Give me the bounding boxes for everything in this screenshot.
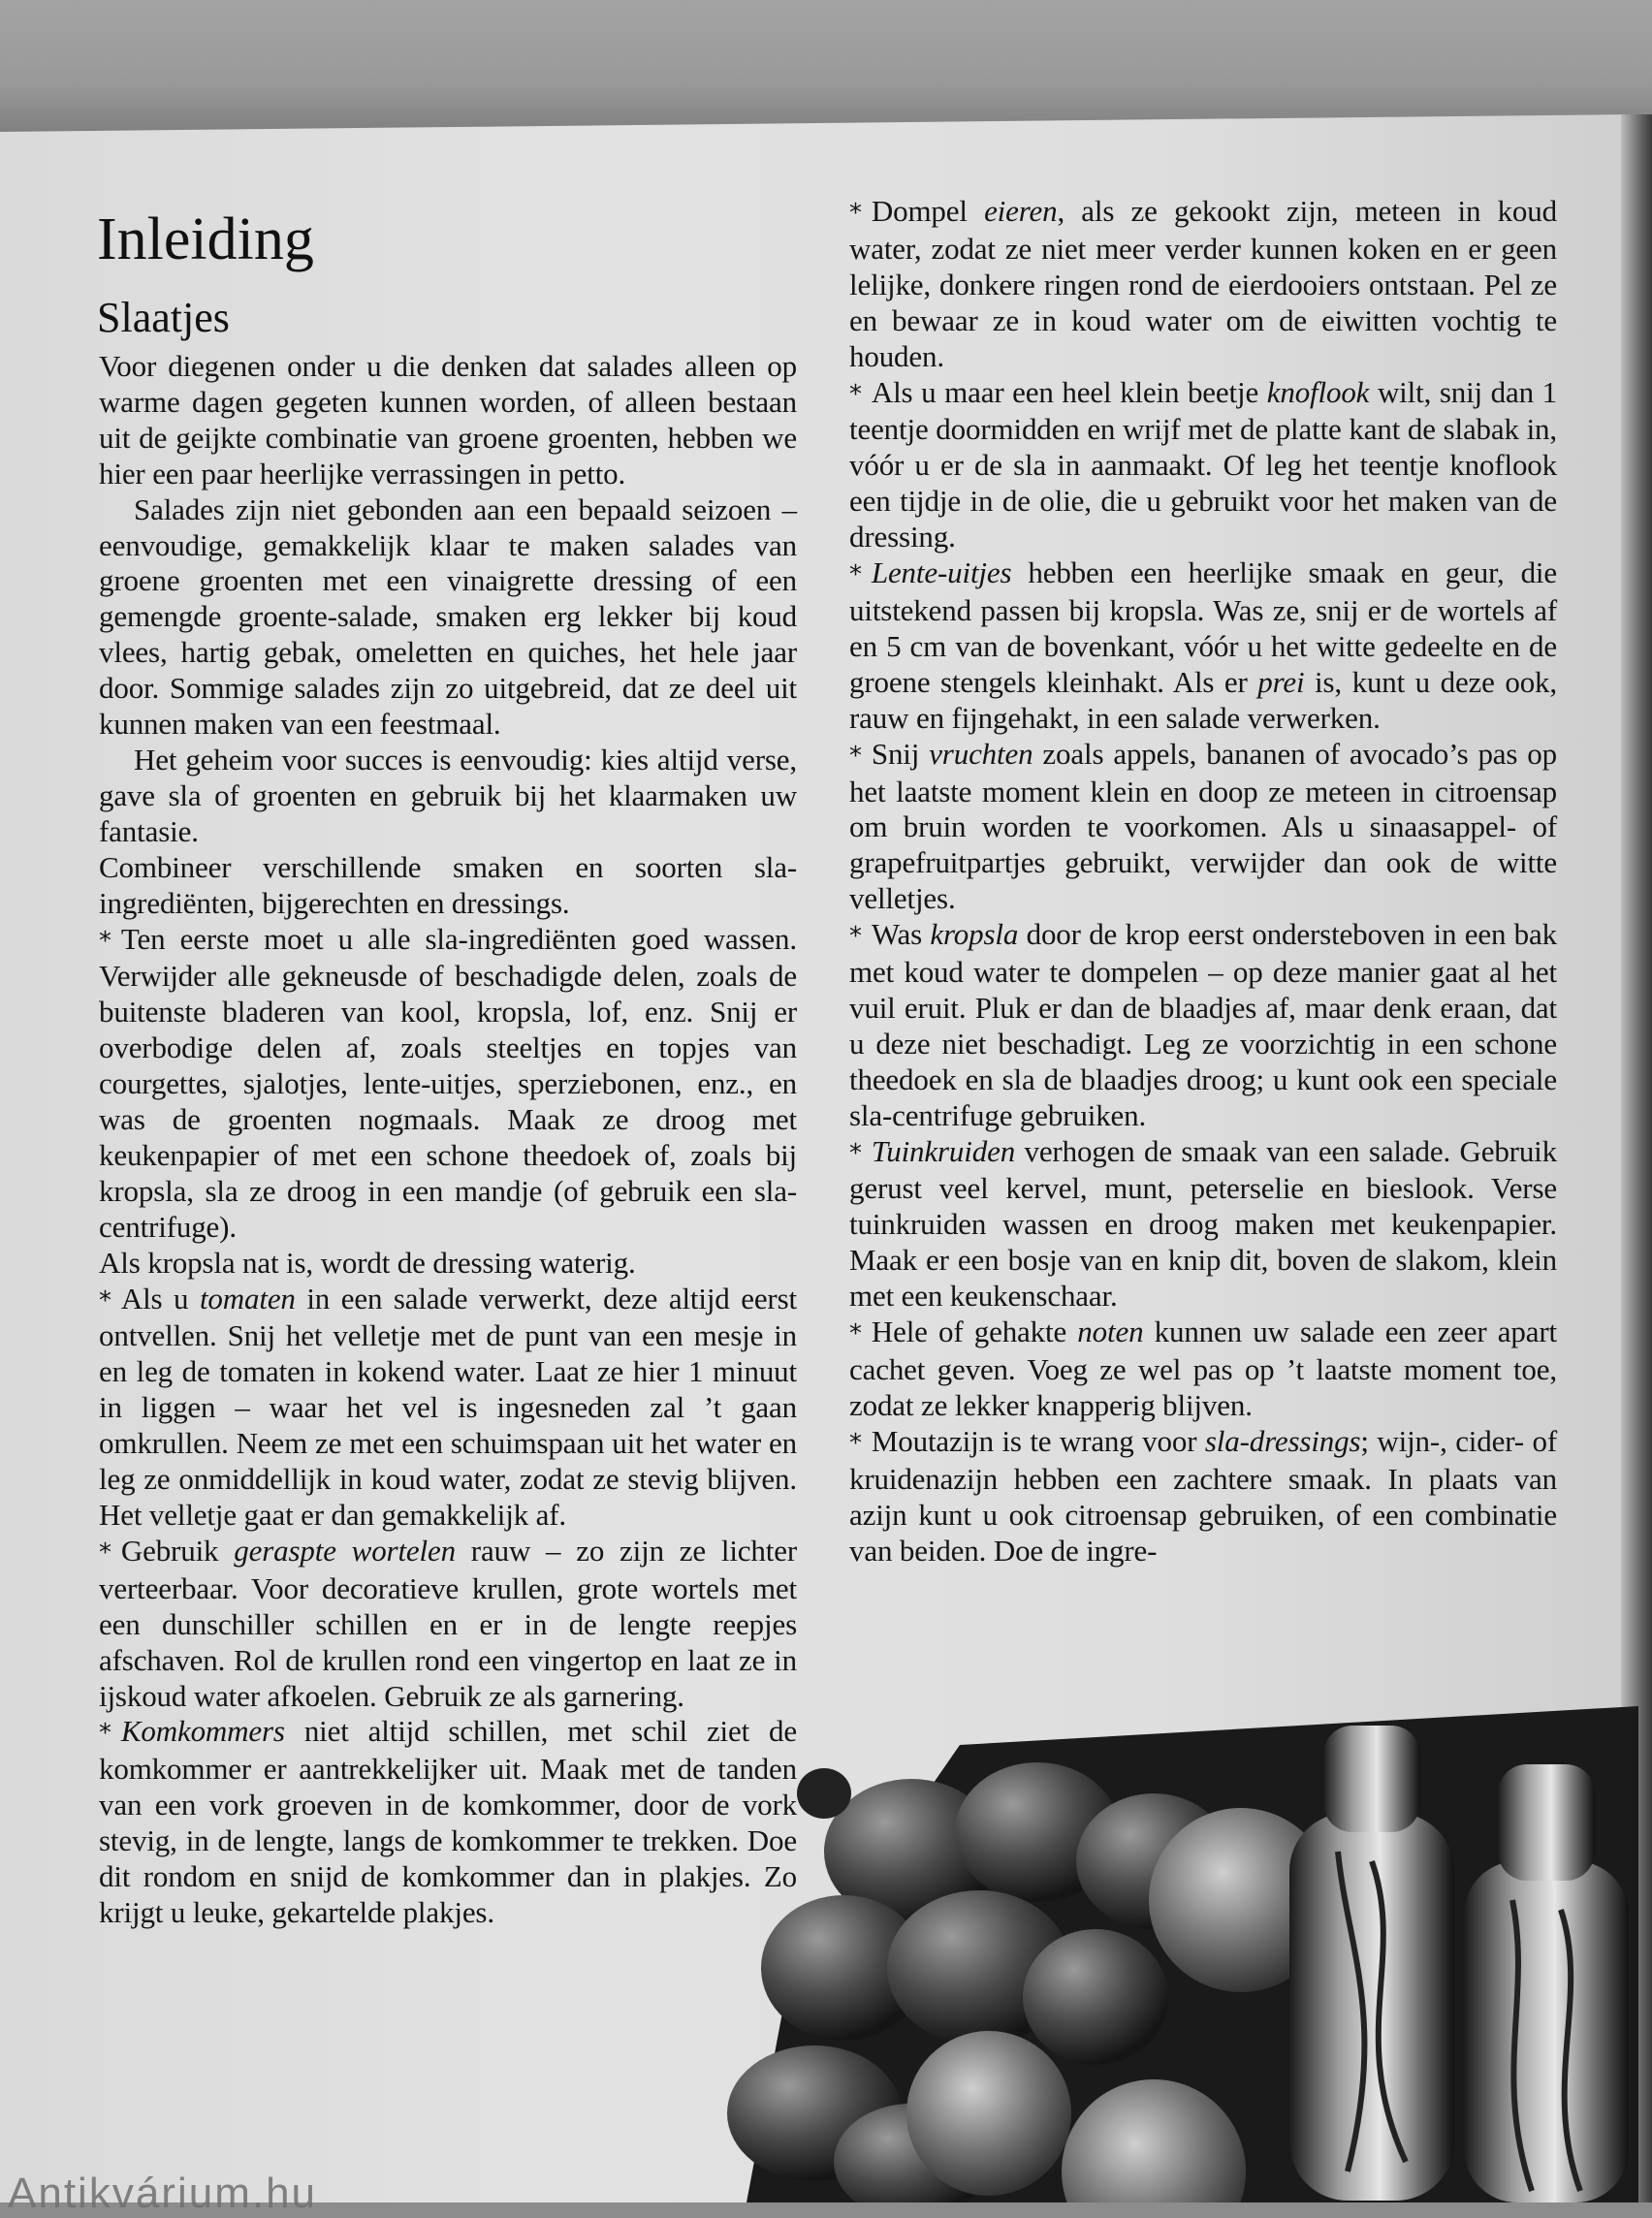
asterisk-bullet-icon: * <box>99 1719 111 1749</box>
asterisk-bullet-icon: * <box>849 741 862 771</box>
paragraph: * Komkommers niet altijd schillen, met schil ziet de komkommer er aantrekkelijker uit. Maak met de tanden van een vork groeven in de komkommer, door de vork stevig, in de lengte, langs de komkommer te trekken. Doe dit rondom en snijd de komkommer dan in plakjes. Zo krijgt u leuke, gekartelde plakjes. <box>99 1714 797 1929</box>
paragraph: Salades zijn niet gebonden aan een bepaald seizoen – eenvoudige, gemakkelijk klaar te maken salades van groene groenten met een vinaigrette dressing of een gemengde groente-salade, smaken erg lekker bij koud vlees, hartig gebak, omeletten en quiches, het hele jaar door. Sommige salades zijn zo uitgebreid, dat ze deel uit kunnen maken van een feestmaal. <box>99 491 797 742</box>
section-subtitle: Slaatjes <box>97 294 230 341</box>
paragraph: Voor diegenen onder u die denken dat salades alleen op warme dagen gegeten kunnen worden, of alleen bestaan uit de geijkte combinatie van groene groenten, hebben we hier een paar heerlijke verrassingen in petto. <box>99 349 797 491</box>
asterisk-bullet-icon: * <box>849 1319 862 1349</box>
paragraph: * Lente-uitjes hebben een heerlijke smaak en geur, die uitstekend passen bij kropsla. Was ze, snij er de wortels af en 5 cm van de bovenkant, vóór u het witte gedeelte en de groene stengels kleinhakt. Als er prei is, kunt u deze ook, rauw en fijngehakt, in een salade verwerken. <box>849 555 1557 735</box>
paragraph: * Ten eerste moet u alle sla-ingrediënten goed wassen. Verwijder alle gekneusde of beschadigde delen, zoals de buitenste bladeren van kool, kropsla, lof, enz. Snij er overbodige delen af, zoals steeltjes en topjes van courgettes, sjalotjes, lente-uitjes, sperziebonen, enz., en was de groenten nogmaals. Maak ze droog met keukenpapier of met een schone theedoek of, zoals bij kropsla, sla ze droog in een mandje (of gebruik een sla-centrifuge). <box>99 921 797 1244</box>
paragraph: Het geheim voor succes is eenvoudig: kies altijd verse, gave sla of groenten en gebruik bij het klaarmaken uw fantasie. <box>99 742 797 848</box>
paragraph: * Gebruik geraspte wortelen rauw – zo zijn ze lichter verteerbaar. Voor decoratieve krullen, grote wortels met een dunschiller schillen en er in de lengte reepjes afschaven. Rol de krullen rond een vingertop en laat ze in ijskoud water afkoelen. Gebruik ze als garnering. <box>99 1533 797 1713</box>
asterisk-bullet-icon: * <box>849 922 862 952</box>
paragraph: * Als u maar een heel klein beetje knoflook wilt, snij dan 1 teentje doormidden en wrijf met de platte kant de slabak in, vóór u er de sla in aanmaakt. Of leg het teentje knoflook een tijdje in de olie, die u gebruikt voor het maken van de dressing. <box>849 374 1557 554</box>
asterisk-bullet-icon: * <box>99 926 111 956</box>
page-title: Inleiding <box>97 206 314 272</box>
wooden-table-background <box>0 0 1652 136</box>
asterisk-bullet-icon: * <box>849 379 862 409</box>
asterisk-bullet-icon: * <box>99 1285 111 1315</box>
orange <box>906 2031 1071 2196</box>
watermark: Antikvárium.hu <box>8 2170 318 2217</box>
salad-ingredients-photo <box>669 1706 1638 2202</box>
paragraph: * Was kropsla door de krop eerst ondersteboven in een bak met koud water te dompelen – op deze manier gaat al het vuil eruit. Pluk er dan de blaadjes af, maar denk eraan, dat u deze niet beschadigt. Leg ze voorzichtig in een schone theedoek en sla de blaadjes droog; u kunt ook een speciale sla-centrifuge gebruiken. <box>849 917 1557 1132</box>
asterisk-bullet-icon: * <box>99 1537 111 1568</box>
paragraph: * Dompel eieren, als ze gekookt zijn, meteen in koud water, zodat ze niet meer verder kunnen koken en er geen lelijke, donkere ringen rond de eierdooiers ontstaan. Pel ze en bewaar ze in koud water om de eiwitten vochtig te houden. <box>849 194 1557 373</box>
paragraph: * Snij vruchten zoals appels, bananen of avocado’s pas op het laatste moment klein en doop ze meteen in citroensap om bruin worden te voorkomen. Als u sinaasappel- of grapefruitpartjes gebruikt, verwijder dan ook de witte velletjes. <box>849 736 1557 916</box>
asterisk-bullet-icon: * <box>849 1428 862 1458</box>
asterisk-bullet-icon: * <box>849 560 862 590</box>
paragraph: Combineer verschillende smaken en soorten sla-ingrediënten, bijgerechten en dressings. <box>99 849 797 920</box>
asterisk-bullet-icon: * <box>849 1138 862 1168</box>
left-text-column <box>99 349 797 1931</box>
paragraph: * Tuinkruiden verhogen de smaak van een salade. Gebruik gerust veel kervel, munt, peterselie en bieslook. Verse tuinkruiden wassen en droog maken met keukenpapier. Maak er een bosje van en knip dit, boven de slakom, klein met een keukenschaar. <box>849 1133 1557 1314</box>
paragraph: Als kropsla nat is, wordt de dressing waterig. <box>99 1245 636 1280</box>
asterisk-bullet-icon: * <box>849 199 862 228</box>
paragraph: * Als u tomaten in een salade verwerkt, deze altijd eerst ontvellen. Snij het velletje met de punt van een mesje in en leg de tomaten in kokend water. Laat ze hier 1 minuut in liggen – waar het vel is ingesneden zal ’t gaan omkrullen. Neem ze met een schuimspaan uit het water en leg ze onmiddellijk in koud water, zodat ze stevig blijven. Het velletje gaat er dan gemakkelijk af. <box>99 1281 797 1532</box>
right-text-column <box>849 194 1557 1568</box>
nuts-fruit-bottles-illustration <box>669 1706 1638 2202</box>
paragraph: * Moutazijn is te wrang voor sla-dressings; wijn-, cider- of kruidenazijn hebben een zachtere smaak. In plaats van azijn kunt u ook citroensap gebruiken, of een combinatie van beiden. Doe de ingre- <box>849 1423 1557 1568</box>
paragraph: * Hele of gehakte noten kunnen uw salade een zeer apart cachet geven. Voeg ze wel pas op ’t laatste moment toe, zodat ze lekker knapperig blijven. <box>849 1315 1557 1422</box>
